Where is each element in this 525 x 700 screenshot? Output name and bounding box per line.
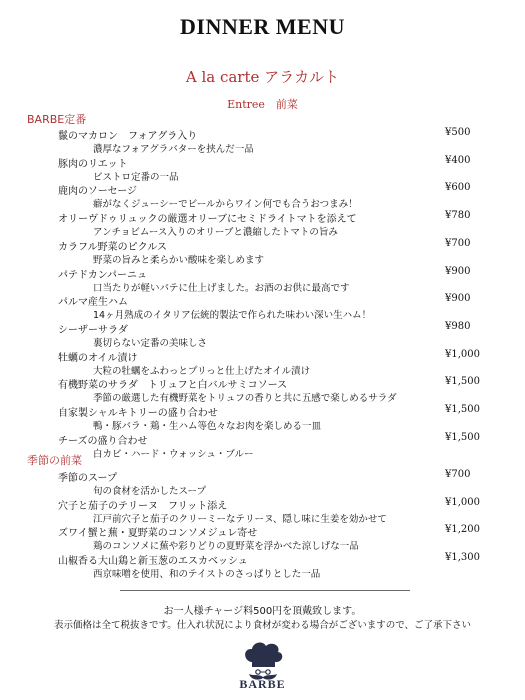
menu-item-name: 有機野菜のサラダ トリュフと白バルサミコソース [58, 380, 288, 392]
menu-item-description: 大粒の牡蠣をふわっとプリっと仕上げたオイル漬け [93, 365, 311, 377]
menu-item-name: パテドカンパーニュ [58, 269, 147, 281]
menu-item-name: 鹿肉のソーセージ [58, 186, 137, 198]
menu-item-price: ¥1,500 [445, 404, 480, 415]
menu-item [0, 182, 525, 210]
menu-item-name: オリーヴドゥリュックの厳選オリーブにセミドライトマトを添えて [58, 214, 357, 226]
menu-item [0, 321, 525, 349]
menu-item-price: ¥900 [445, 293, 471, 305]
menu-item-description: 裏切らない定番の美味しさ [93, 337, 208, 349]
tax-note: 表示価格は全て税抜きです。仕入れ状況により食材が変わる場合がございますので、ご了承下さい [53, 620, 472, 631]
menu-item-price: ¥700 [445, 469, 471, 480]
menu-item-description: 濃厚なフォアグラバターを挟んだ一品 [93, 144, 254, 155]
menu-item-price: ¥400 [445, 154, 471, 166]
menu-item-description: 西京味噌を使用、和のテイストのさっぱりとした一品 [93, 569, 321, 581]
menu-item-name: 豚肉のリエット [58, 158, 128, 170]
menu-item-name: 山椒香る大山鶏と新玉葱のエスカベッシュ [58, 556, 248, 568]
menu-item-price: ¥980 [445, 320, 471, 332]
menu-item [0, 155, 525, 183]
menu-item [0, 210, 525, 238]
menu-item-description: 季節の厳選した有機野菜をトリュフの香りと共に五感で楽しめるサラダ [93, 393, 397, 405]
menu-item-name: 牡蠣のオイル漬け [58, 352, 138, 364]
section-label-entree: Entree 前菜 [227, 98, 298, 111]
logo-wordmark: BARBE [239, 677, 286, 691]
divider [120, 590, 410, 591]
menu-item-price: ¥1,000 [445, 496, 480, 508]
menu-item-price: ¥1,000 [445, 348, 480, 360]
menu-item-name: ズワイ蟹と蕪・夏野菜のコンソメジュレ寄せ [58, 528, 258, 540]
section-heading: BARBE定番 [27, 113, 87, 126]
menu-item-price: ¥780 [445, 210, 471, 222]
menu-item [0, 552, 525, 580]
menu-item-price: ¥900 [445, 265, 471, 277]
menu-item-description: 癖がなくジューシーでビールからワイン何でも合うおつまみ！ [93, 199, 358, 211]
menu-item-description: アンチョビムース入りのオリーブと濃縮したトマトの旨み [93, 227, 338, 239]
menu-item [0, 469, 525, 497]
menu-item-description: 江戸前穴子と茄子のクリーミーなテリーヌ、隠し味に生姜を効かせて [93, 513, 387, 525]
menu-item-description: 鶏のコンソメに蕪や彩りどりの夏野菜を浮かべた涼しげな一品 [93, 541, 359, 553]
menu-item-name: カラフル野菜のピクルス [58, 241, 167, 253]
menu-item-name: 自家製シャルキトリーの盛り合わせ [58, 408, 218, 419]
menu-item-price: ¥1,300 [445, 552, 480, 564]
menu-item [0, 376, 525, 404]
menu-item-description: 鴨・豚バラ・鶏・生ハム等色々なお肉を楽しめる一皿 [93, 421, 322, 432]
menu-item-price: ¥700 [445, 237, 471, 249]
menu-item [0, 497, 525, 525]
menu-item-price: ¥1,500 [445, 431, 480, 443]
menu-item-name: チーズの盛り合わせ [58, 435, 148, 447]
menu-item-name: シーザーサラダ [58, 324, 128, 336]
menu-item-price: ¥600 [445, 182, 471, 194]
menu-item-name: 穴子と茄子のテリーヌ フリット添え [58, 500, 228, 512]
menu-item-description: 口当たりが軽いパテに仕上げました。お酒のお供に最高です [93, 282, 350, 294]
menu-subtitle: A la carte アラカルト [185, 68, 340, 86]
menu-item [0, 293, 525, 321]
menu-item-description: 14ヶ月熟成のイタリア伝統的製法で作られた味わい深い生ハム！ [93, 310, 372, 322]
menu-item-name: 季節のスープ [58, 473, 117, 484]
menu-item-description: 白カビ・ハード・ウォッシュ・ブルー [93, 448, 254, 460]
menu-item-description: ビストロ定番の一品 [93, 171, 179, 183]
menu-item-description: 旬の食材を活かしたスープ [93, 486, 207, 497]
menu-item-name: 鬣のマカロン フォアグラ入り [58, 131, 198, 142]
menu-item-description: 野菜の旨みと柔らかい酸味を楽しめます [93, 254, 265, 266]
menu-item [0, 127, 525, 155]
menu-item-price: ¥1,200 [445, 524, 480, 536]
menu-item [0, 349, 525, 377]
charge-note: お一人様チャージ料500円を頂戴致します。 [163, 606, 362, 617]
menu-title: DINNER MENU [180, 14, 345, 39]
menu-item [0, 266, 525, 294]
section-heading: 季節の前菜 [27, 454, 82, 467]
menu-item-price: ¥500 [445, 127, 471, 138]
menu-item [0, 404, 525, 432]
menu-item-price: ¥1,500 [445, 376, 480, 388]
menu-item-name: パルマ産生ハム [58, 297, 128, 309]
menu-item [0, 524, 525, 552]
menu-item [0, 238, 525, 266]
